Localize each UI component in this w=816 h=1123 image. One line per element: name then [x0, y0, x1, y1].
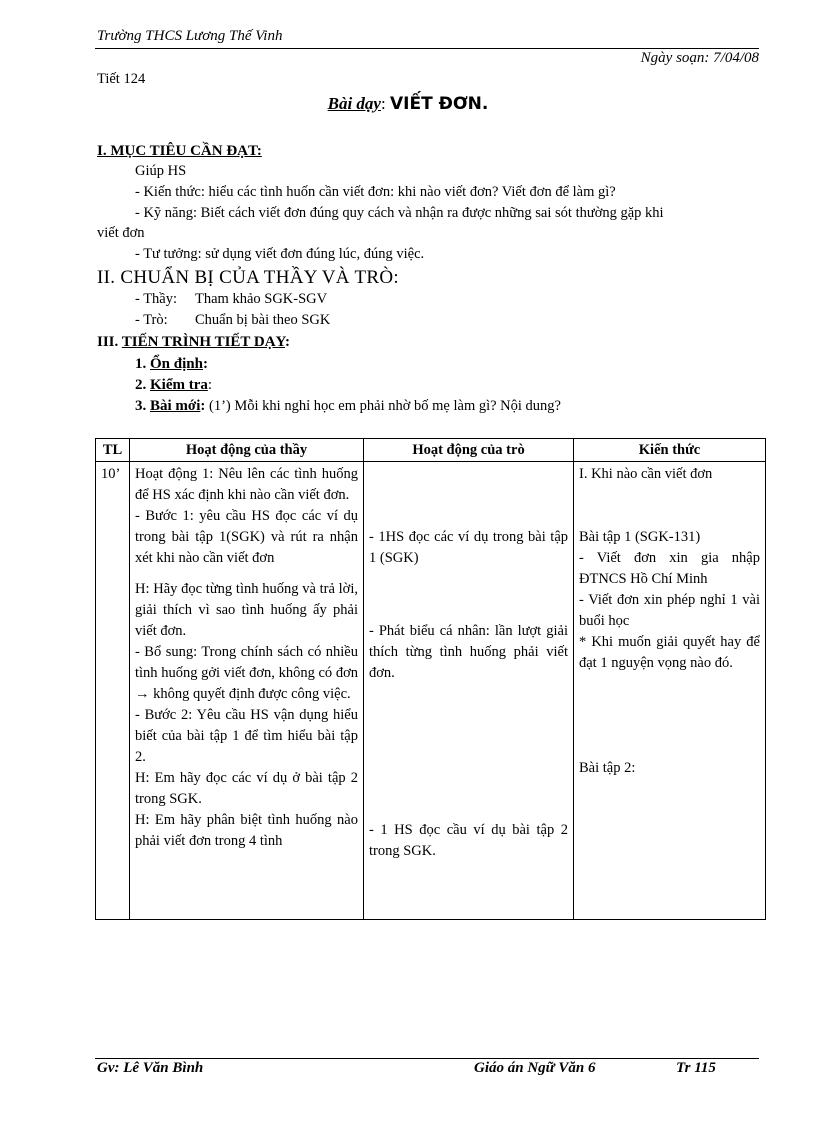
teacher-activity-cell	[130, 462, 364, 920]
step1-num: 1.	[135, 356, 150, 372]
teacher-p4	[135, 642, 358, 705]
preparation-teacher	[135, 291, 327, 308]
footer-divider	[95, 1058, 759, 1059]
student-p1: - 1HS đọc các ví dụ trong bài tập 1 (SGK)	[369, 529, 568, 566]
step3-text: (1’) Mỗi khi nghỉ học em phải nhờ bố mẹ làm gì? Nội dung?	[205, 398, 561, 414]
student-activity-cell	[364, 462, 574, 920]
objectives-skill-line1: - Kỹ năng: Biết cách viết đơn đúng quy cách và nhận ra được những sai sót thường gặp khi	[135, 205, 664, 221]
step3-num: 3.	[135, 398, 150, 414]
teacher-p4a: - Bổ sung: Trong chính sách có nhiều tình huống gởi viết đơn, không có đơn	[135, 644, 358, 681]
knowledge-p3: - Viết đơn xin gia nhập ĐTNCS Hồ Chí Minh	[579, 550, 760, 587]
knowledge-p4: - Viết đơn xin phép nghỉ 1 vài buổi học	[579, 592, 760, 629]
lesson-period: Tiết 124	[97, 71, 146, 87]
objectives-heading: I. MỤC TIÊU CẦN ĐẠT:	[97, 143, 262, 159]
teacher-p3: H: Hãy đọc từng tình huống và trả lời, giải thích vì sao tình huống ấy phải viết đơn.	[135, 581, 358, 639]
preparation-teacher-text: Tham khảo SGK-SGV	[195, 291, 328, 307]
step3-colon: :	[200, 398, 206, 414]
preparation-student	[135, 312, 330, 329]
teacher-p1: Hoạt động 1: Nêu lên các tình huống để HS xác định khi nào cần viết đơn.	[135, 466, 358, 503]
header-teacher-activity: Hoạt động của thầy	[130, 439, 364, 462]
header-knowledge: Kiến thức	[574, 439, 766, 462]
header-student-activity: Hoạt động của trò	[364, 439, 574, 462]
lesson-plan-table	[95, 438, 766, 920]
right-arrow-icon: →	[135, 686, 150, 702]
preparation-heading: II. CHUẨN BỊ CỦA THẦY VÀ TRÒ:	[97, 267, 399, 288]
procedure-step2	[135, 377, 212, 394]
preparation-student-label: - Trò:	[135, 312, 168, 328]
student-p3: - 1 HS đọc cầu ví dụ bài tập 2 trong SGK.	[369, 822, 568, 859]
teacher-p5: - Bước 2: Yêu cầu HS vận dụng hiểu biết của bài tập 1 để tìm hiểu bài tập 2.	[135, 707, 358, 765]
student-p2: - Phát biểu cá nhân: lần lượt giải thích từng tình huống phải viết đơn.	[369, 623, 568, 681]
footer-subject: Giáo án Ngữ Văn 6	[474, 1060, 596, 1076]
procedure-step3	[135, 398, 561, 415]
objectives-attitude: - Tư tưởng: sử dụng viết đơn đúng lúc, đúng việc.	[135, 246, 425, 262]
preparation-student-text: Chuẩn bị bài theo SGK	[195, 312, 331, 328]
objectives-intro: Giúp HS	[135, 163, 187, 179]
objectives-knowledge: - Kiến thức: hiểu các tình huốn cần viết đơn: khi nào viết đơn? Viết đơn để làm gì?	[135, 184, 616, 200]
step1-colon: :	[202, 356, 208, 372]
knowledge-p6: Bài tập 2:	[579, 760, 636, 776]
knowledge-p1: I. Khi nào cần viết đơn	[579, 466, 713, 482]
time-cell: 10’	[96, 462, 130, 920]
teacher-p4b: không quyết định được công việc.	[149, 686, 351, 702]
school-name: Trường THCS Lương Thế Vinh	[97, 28, 283, 44]
teacher-p7: H: Em hãy phân biệt tình huống nào phải viết đơn trong 4 tình	[135, 812, 358, 849]
lesson-title-label: Bài dạy	[327, 94, 381, 113]
step2-colon: :	[207, 377, 213, 393]
procedure-heading-num: III.	[97, 334, 122, 350]
knowledge-p5: * Khi muốn giải quyết hay để đạt 1 nguyện vọng nào đó.	[579, 634, 760, 671]
lesson-title-sep: :	[380, 94, 390, 113]
step1-label: Ổn định	[150, 356, 203, 372]
knowledge-cell	[574, 462, 766, 920]
header-divider	[95, 48, 759, 49]
procedure-heading-text: TIẾN TRÌNH TIẾT DẠY	[121, 334, 286, 350]
footer-page-number: Tr 115	[676, 1060, 716, 1076]
step2-label: Kiểm tra	[150, 377, 208, 393]
teacher-p6: H: Em hãy đọc các ví dụ ở bài tập 2 trong SGK.	[135, 770, 358, 807]
lesson-title-text: VIẾT ĐƠN.	[389, 94, 489, 114]
procedure-step1	[135, 356, 208, 373]
footer-teacher: Gv: Lê Văn Bình	[97, 1060, 204, 1076]
table-row	[96, 462, 766, 920]
procedure-heading	[97, 334, 290, 351]
procedure-heading-colon: :	[285, 334, 291, 350]
table-header-row	[96, 439, 766, 462]
objectives-skill-line2: viết đơn	[97, 225, 145, 241]
lesson-title	[0, 94, 816, 114]
knowledge-p2: Bài tập 1 (SGK-131)	[579, 529, 701, 545]
header-time: TL	[96, 439, 130, 462]
teacher-p2: - Bước 1: yêu cầu HS đọc các ví dụ trong bài tập 1(SGK) và rút ra nhận xét khi nào cần viết đơn	[135, 508, 358, 566]
preparation-date: Ngày soạn: 7/04/08	[640, 50, 759, 66]
preparation-teacher-label: - Thầy:	[135, 291, 178, 307]
step2-num: 2.	[135, 377, 150, 393]
step3-label: Bài mới	[150, 398, 201, 414]
